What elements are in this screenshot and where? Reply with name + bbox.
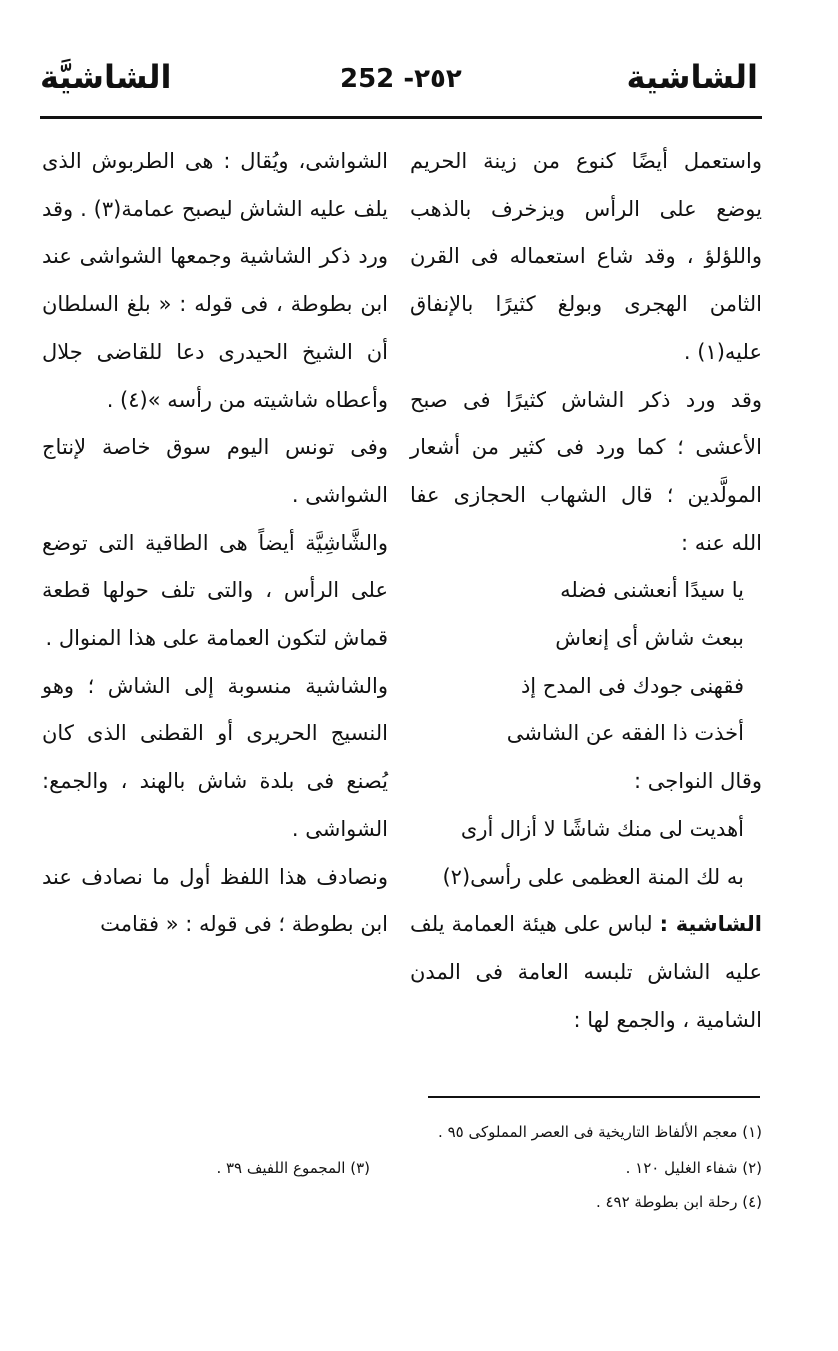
footnote-rule [428, 1096, 760, 1098]
running-title-right: الشاشية [626, 58, 758, 96]
paragraph: وفى تونس اليوم سوق خاصة لإنتاج الشواشى . [42, 435, 388, 507]
verse-line: يا سيدًا أنعشنى فضله [560, 578, 744, 603]
left-column [42, 138, 388, 949]
paragraph: وقد ورد ذكر الشاش كثيرًا فى صبح الأعشى ؛ كما ورد فى كثير من أشعار المولَّدين ؛ قال الشهاب الحجازى عفا الله عنه : [410, 387, 762, 555]
footnote-3: (٣) المجموع اللفيف ٣٩ . [216, 1159, 370, 1177]
defined-term: الشاشية : [659, 912, 762, 937]
paragraph: والشاشية منسوبة إلى الشاش ؛ وهو النسيج الحريرى أو القطنى الذى كان يُصنع فى بلدة شاش بالهند ، والجمع: الشواشى . [42, 673, 388, 841]
definition-paragraph [410, 901, 762, 1044]
paragraph: ونصادف هذا اللفظ أول ما نصادف عند ابن بطوطة ؛ فى قوله : « فقامت [42, 864, 388, 937]
paragraph: والشَّاشِيَّة أيضاً هى الطاقية التى توضع على الرأس ، والتى تلف حولها قطعة قماش لتكون العمامة على هذا المنوال . [42, 530, 388, 651]
paragraph: وقال النواجى : [634, 769, 762, 794]
verse-line: أخذت ذا الفقه عن الشاشى [506, 721, 744, 746]
verse-line: ببعث شاش أى إنعاش [555, 626, 744, 651]
header-rule [40, 116, 762, 119]
verse-line: أهديت لى منك شاشًا لا أزال أرى [460, 816, 744, 841]
verse-line: به لك المنة العظمى على رأسى(٢) [442, 864, 744, 889]
page-number: 252 -٢٥٢ [340, 64, 462, 94]
paragraph: واستعمل أيضًا كنوع من زينة الحريم يوضع على الرأس ويزخرف بالذهب واللؤلؤ ، وقد شاع استعماله فى القرن الثامن الهجرى وبولغ كثيرًا بالإنفاق عليه(١) . [410, 149, 762, 364]
paragraph: الشواشى، ويُقال : هى الطربوش الذى يلف عليه الشاش ليصبح عمامة(٣) . وقد ورد ذكر الشاشية وجمعها الشواشى عند ابن بطوطة ، فى قوله : « بلغ السلطان أن الشيخ الحيدرى دعا للقاضى جلال وأعطاه شاشيته من رأسه »(٤) . [42, 149, 388, 412]
right-column [410, 138, 762, 1044]
footnote-4: (٤) رحلة ابن بطوطة ٤٩٢ . [595, 1193, 762, 1211]
running-title-left: الشاشيَّة [40, 58, 172, 96]
footnote-1: (١) معجم الألفاظ التاريخية فى العصر المملوكى ٩٥ . [438, 1123, 762, 1141]
page-header [40, 58, 758, 114]
footnote-2: (٢) شفاء الغليل ١٢٠ . [625, 1159, 762, 1177]
verse-line: فقهنى جودك فى المدح إذ [520, 673, 744, 698]
definition-text: لباس على هيئة العمامة يلف عليه الشاش تلبسه العامة فى المدن الشامية ، والجمع لها : [410, 912, 762, 1032]
